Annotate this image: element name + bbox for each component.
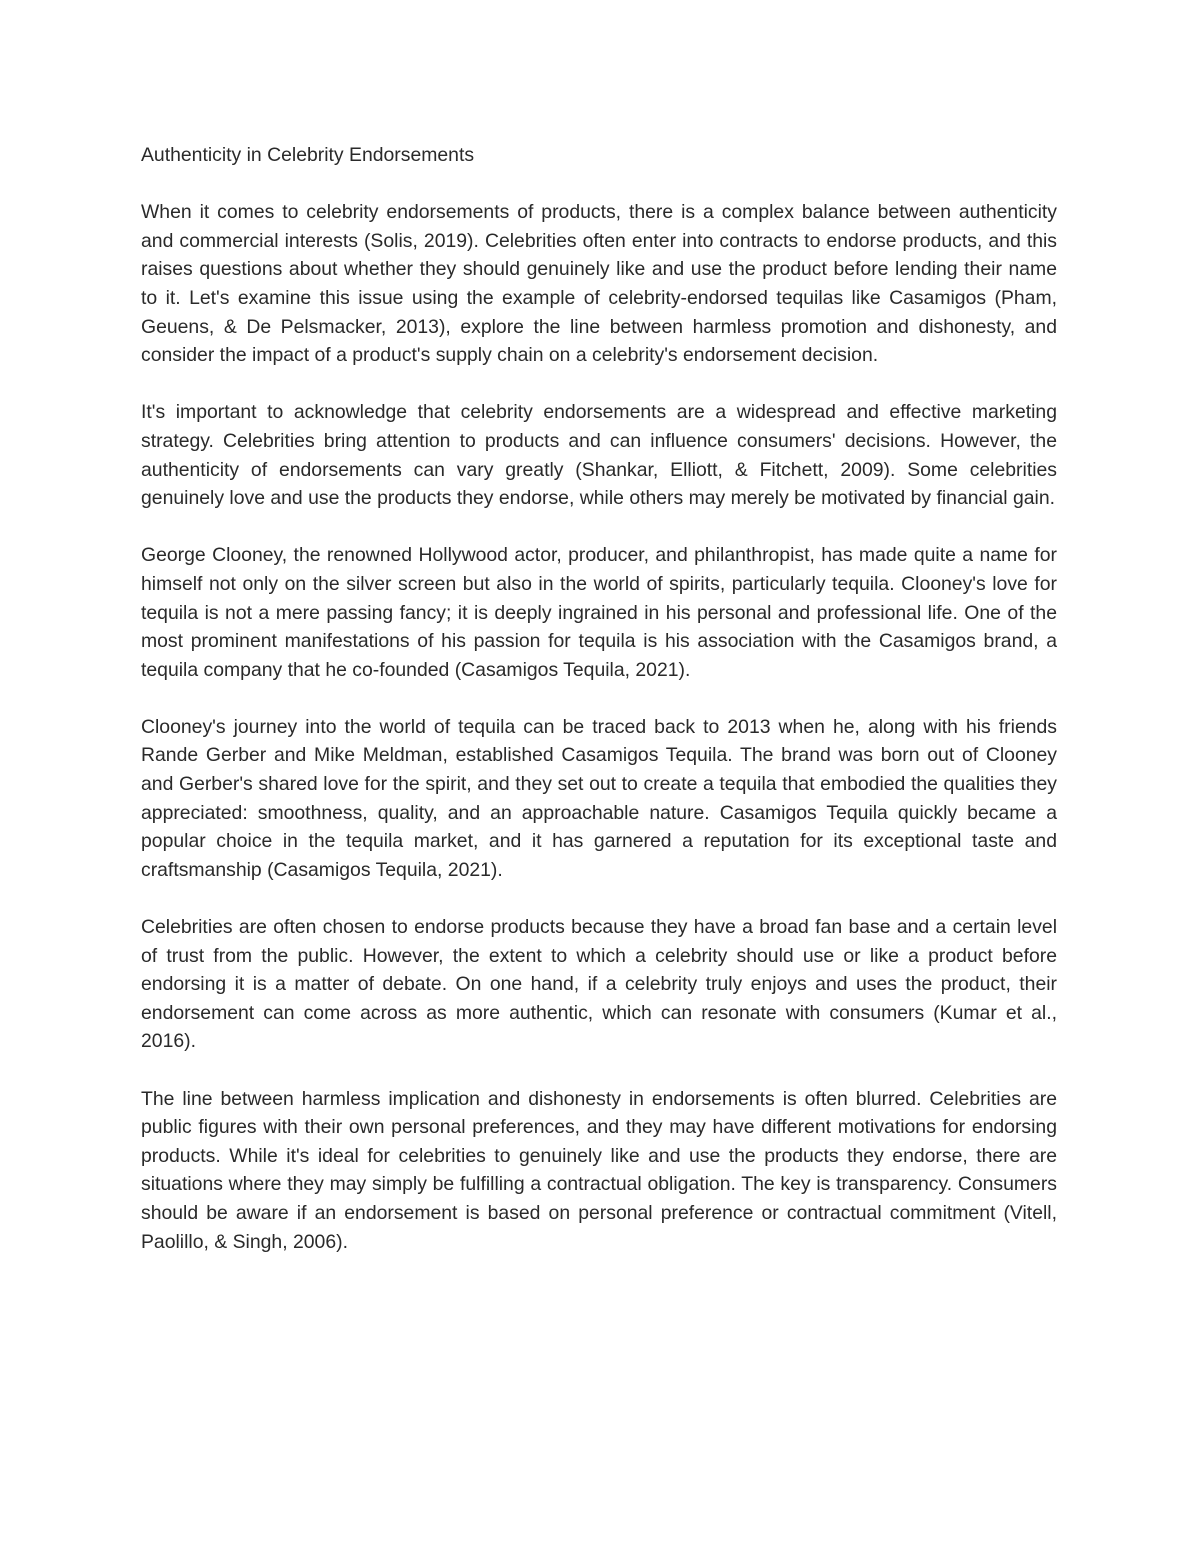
paragraph-george-clooney: George Clooney, the renowned Hollywood actor, producer, and philanthropist, has made quite a name for himself not only on the silver screen but also in the world of spirits, particularly tequila. Clooney's love for tequila is not a mere passing fancy; it is deeply ingrained in his personal and professional life. One of the most prominent manifestations of his passion for tequila is his association with the Casamigos brand, a tequila company that he co-founded (Casamigos Tequila, 2021). [141, 544, 1057, 681]
paragraph-transparency: The line between harmless implication and dishonesty in endorsements is often blurred. Celebrities are public figures with their own personal preferences, and they may have different motivations for endorsing products. While it's ideal for celebrities to genuinely like and use the products they endorse, there are situations where they may simply be fulfilling a contractual obligation. The key is transparency. Consumers should be aware if an endorsement is based on personal preference or contractual commitment (Vitell, Paolillo, & Singh, 2006). [141, 1087, 1057, 1253]
document-title: Authenticity in Celebrity Endorsements [141, 144, 475, 166]
document-body [141, 141, 1057, 1256]
paragraph-casamigos-history: Clooney's journey into the world of tequila can be traced back to 2013 when he, along with his friends Rande Gerber and Mike Meldman, established Casamigos Tequila. The brand was born out of Clooney and Gerber's shared love for the spirit, and they set out to create a tequila that embodied the qualities they appreciated: smoothness, quality, and an approachable nature. Casamigos Tequila quickly became a popular choice in the tequila market, and it has garnered a reputation for its exceptional taste and craftsmanship (Casamigos Tequila, 2021). [141, 715, 1057, 881]
paragraph-intro: When it comes to celebrity endorsements of products, there is a complex balance between authenticity and commercial interests (Solis, 2019). Celebrities often enter into contracts to endorse products, and this raises questions about whether they should genuinely like and use the product before lending their name to it. Let's examine this issue using the example of celebrity-endorsed tequilas like Casamigos (Pham, Geuens, & De Pelsmacker, 2013), explore the line between harmless promotion and dishonesty, and consider the impact of a product's supply chain on a celebrity's endorsement decision. [141, 201, 1057, 367]
paragraph-endorsement-strategy: It's important to acknowledge that celebrity endorsements are a widespread and effective marketing strategy. Celebrities bring attention to products and can influence consumers' decisions. However, the authenticity of endorsements can vary greatly (Shankar, Elliott, & Fitchett, 2009). Some celebrities genuinely love and use the products they endorse, while others may merely be motivated by financial gain. [141, 401, 1057, 510]
paragraph-celebrity-trust: Celebrities are often chosen to endorse products because they have a broad fan base and a certain level of trust from the public. However, the extent to which a celebrity should use or like a product before endorsing it is a matter of debate. On one hand, if a celebrity truly enjoys and uses the product, their endorsement can come across as more authentic, which can resonate with consumers (Kumar et al., 2016). [141, 916, 1057, 1053]
